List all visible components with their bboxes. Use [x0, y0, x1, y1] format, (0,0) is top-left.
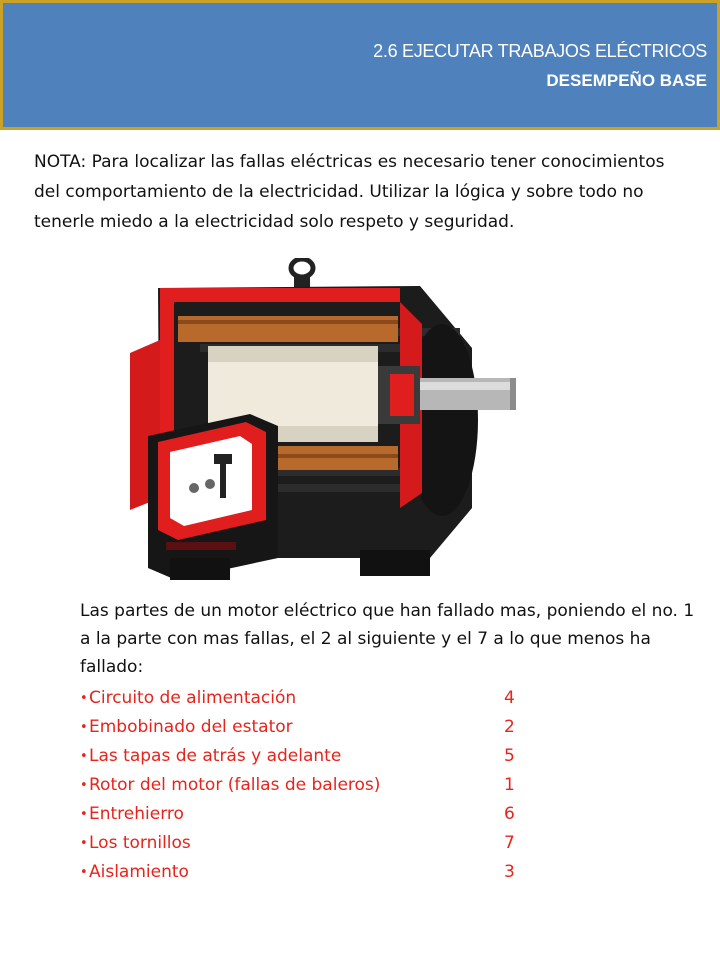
- part-name: Rotor del motor (fallas de baleros): [89, 775, 381, 795]
- bullet: •: [80, 691, 88, 706]
- part-rank: 4: [504, 688, 515, 708]
- bullet: •: [80, 778, 88, 793]
- part-rank: 1: [504, 775, 515, 795]
- part-rank: 7: [504, 833, 515, 853]
- bullet: •: [80, 836, 88, 851]
- bullet: •: [80, 807, 88, 822]
- bullet: •: [80, 749, 88, 764]
- part-name: Entrehierro: [89, 804, 184, 824]
- list-item: [80, 684, 600, 713]
- bullet: •: [80, 865, 88, 880]
- list-item: [80, 771, 600, 800]
- electric-motor-cutaway-icon: [100, 258, 530, 588]
- parts-list: [80, 684, 600, 887]
- list-item: [80, 713, 600, 742]
- list-item: [80, 800, 600, 829]
- list-item: [80, 858, 600, 887]
- part-name: Embobinado del estator: [89, 717, 293, 737]
- part-name: Circuito de alimentación: [89, 688, 297, 708]
- header-subtitle: DESEMPEÑO BASE: [546, 71, 707, 90]
- header-banner: [0, 0, 720, 130]
- part-rank: 5: [504, 746, 515, 766]
- list-item: [80, 742, 600, 771]
- header-title: 2.6 EJECUTAR TRABAJOS ELÉCTRICOS: [373, 41, 707, 61]
- bullet: •: [80, 720, 88, 735]
- part-name: Aislamiento: [89, 862, 189, 882]
- parts-intro: Las partes de un motor eléctrico que han fallado mas, poniendo el no. 1 a la parte con mas fallas, el 2 al siguiente y el 7 a lo que menos ha fallado:: [80, 601, 695, 677]
- part-rank: 3: [504, 862, 515, 882]
- part-rank: 6: [504, 804, 515, 824]
- part-rank: 2: [504, 717, 515, 737]
- part-name: Las tapas de atrás y adelante: [89, 746, 342, 766]
- note-paragraph: NOTA: Para localizar las fallas eléctricas es necesario tener conocimientos del comportamiento de la electricidad. Utilizar la lógica y sobre todo no tenerle miedo a la electricidad solo respeto y seguridad.: [34, 152, 665, 232]
- list-item: [80, 829, 600, 858]
- part-name: Los tornillos: [89, 833, 191, 853]
